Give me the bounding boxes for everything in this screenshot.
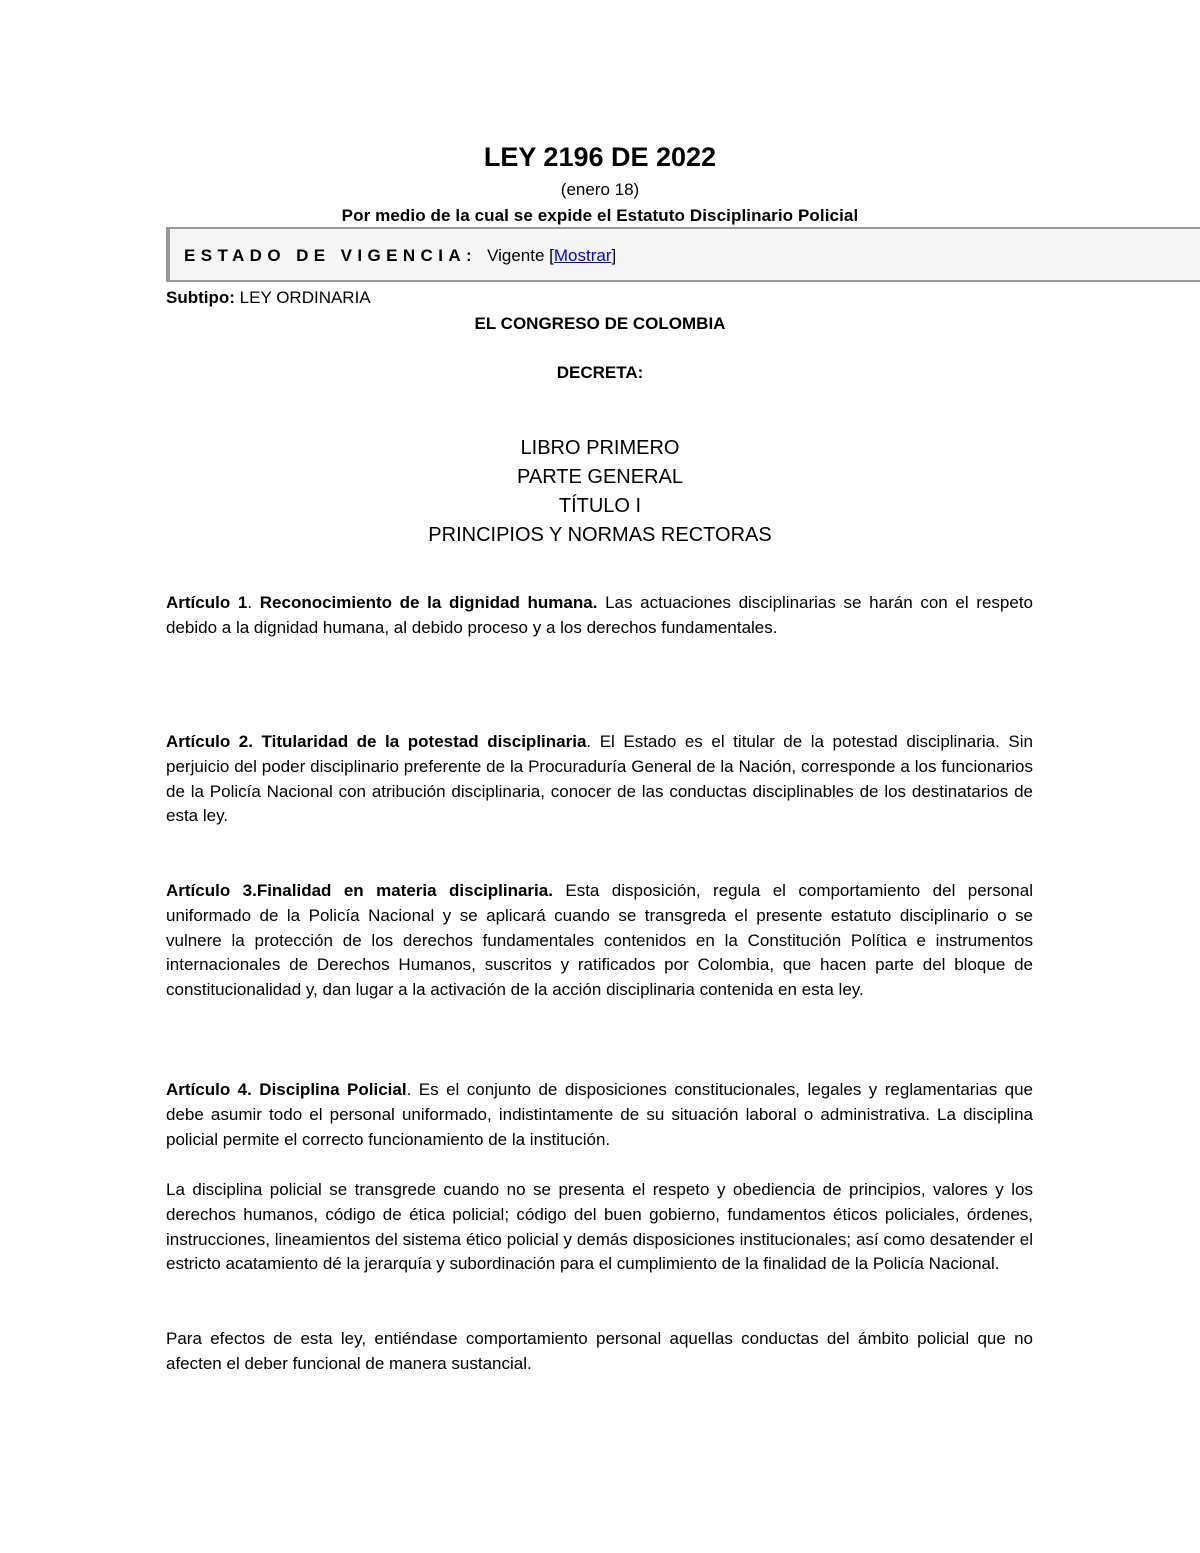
subtipo-label: Subtipo:: [166, 288, 235, 307]
book-heading: LIBRO PRIMERO: [520, 437, 680, 459]
article-1: [166, 591, 1033, 641]
article-separator: .: [406, 1080, 412, 1099]
title-name-heading: PRINCIPIOS Y NORMAS RECTORAS: [428, 524, 772, 546]
article-2: [166, 730, 1033, 829]
decree: DECRETA:: [556, 363, 644, 382]
article-number: Artículo 2. Titularidad de la potestad disciplinaria: [166, 732, 587, 751]
status-value: Vigente [: [487, 246, 554, 265]
title-heading: TÍTULO I: [558, 495, 642, 517]
issuer: EL CONGRESO DE COLOMBIA: [474, 314, 726, 333]
document-date: (enero 18): [560, 180, 640, 199]
article-3: [166, 879, 1033, 1003]
article-4-paragraph: La disciplina policial se transgrede cuando no se presenta el respeto y obediencia de principios, valores y los derechos humanos, código de ética policial; código del buen gobierno, fundamentos éticos policiales, órdenes, instrucciones, lineamientos del sistema ético policial y demás disposiciones institucionales; así como desatender el estricto acatamiento dé la jerarquía y subordinación para el cumplimiento de la finalidad de la Policía Nacional.: [166, 1180, 1033, 1274]
part-heading: PARTE GENERAL: [517, 466, 683, 488]
document-subtitle: Por medio de la cual se expide el Estatuto Disciplinario Policial: [341, 206, 859, 225]
article-name: Reconocimiento de la dignidad humana.: [259, 593, 598, 612]
show-status-link[interactable]: Mostrar: [553, 246, 612, 265]
article-text: Las actuaciones disciplinarias se harán con el respeto debido a la dignidad humana, al debido proceso y a los derechos fundamentales.: [166, 593, 1034, 637]
article-text: Es el conjunto de disposiciones constitucionales, legales y reglamentarias que debe asumir todo el personal uniformado, indistintamente de su situación laboral o administrativa. La disciplina policial permite el correcto funcionamiento de la institución.: [166, 1080, 1034, 1149]
article-separator: .: [586, 732, 592, 751]
article-number: Artículo 1: [166, 593, 248, 612]
article-text: Esta disposición, regula el comportamiento del personal uniformado de la Policía Nacional y se aplicará cuando se transgreda el presente estatuto disciplinario o se vulnere la protección de los derechos fundamentales contenidos en la Constitución Política e instrumentos internacionales de Derechos Humanos, suscritos y ratificados por Colombia, que hacen parte del bloque de constitucionalidad y, dan lugar a la activación de la acción disciplinaria contenida en esta ley.: [166, 881, 1033, 1000]
article-4: [166, 1078, 1033, 1152]
article-number: Artículo 4. Disciplina Policial: [166, 1080, 407, 1099]
status-line: [184, 246, 616, 266]
status-box: [166, 227, 1200, 282]
article-text: El Estado es el titular de la potestad disciplinaria. Sin perjuicio del poder disciplinario preferente de la Procuraduría General de la Nación, corresponde a los funcionarios de la Policía Nacional con atribución disciplinaria, conocer de las conductas disciplinables de los destinatarios de esta ley.: [166, 732, 1033, 826]
article-4-paragraph: Para efectos de esta ley, entiéndase comportamiento personal aquellas conductas del ámbito policial que no afecten el deber funcional de manera sustancial.: [166, 1329, 1033, 1373]
status-close: ]: [611, 246, 617, 265]
document-title: LEY 2196 DE 2022: [483, 142, 717, 172]
status-label: ESTADO DE VIGENCIA:: [184, 246, 478, 265]
subtipo-value: LEY ORDINARIA: [234, 288, 371, 307]
article-separator: .: [247, 593, 260, 612]
article-number: Artículo 3.Finalidad en materia disciplinaria.: [166, 881, 553, 900]
subtipo: [166, 288, 371, 308]
